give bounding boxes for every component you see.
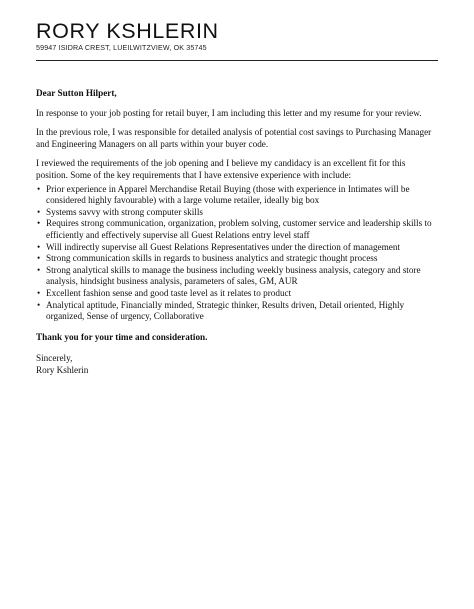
bullet-icon: • [37, 299, 41, 310]
list-item: • Prior experience in Apparel Merchandise Retail Buying (those with experience in Intimates will be considered highly favourable) with a large volume retailer, ideally big box [37, 183, 410, 206]
applicant-name: RORY KSHLERIN [36, 19, 219, 43]
list-item: • Strong analytical skills to manage the business including weekly business analysis, category and store analysis, hindsight business analysis, parameters of sales, GM, AUR [37, 264, 421, 287]
paragraph-requirements: I reviewed the requirements of the job opening and I believe my candidacy is an excellent fit for this position. Some of the key requirements that I have extensive experience with include: [36, 158, 406, 180]
bullet-icon: • [37, 218, 41, 229]
signoff: Sincerely, [36, 353, 73, 364]
list-item: • Excellent fashion sense and good taste level as it relates to product [37, 287, 292, 298]
list-item: • Systems savvy with strong computer skills [37, 206, 203, 217]
requirements-list [36, 184, 438, 323]
closing-line: Thank you for your time and consideration. [36, 331, 208, 342]
header-divider [36, 60, 438, 61]
list-item: • Strong communication skills in regards to business analytics and strategic thought process [37, 253, 378, 264]
salutation: Dear Sutton Hilpert, [36, 88, 117, 98]
bullet-icon: • [37, 206, 41, 217]
letter-body [36, 88, 438, 376]
list-item: • Requires strong communication, organization, problem solving, customer service and leadership skills to efficiently and effectively supervise all Guest Relations entry level staff [37, 218, 432, 240]
list-item: • Will indirectly supervise all Guest Relations Representatives under the direction of management [37, 241, 401, 252]
paragraph-intro: In response to your job posting for retail buyer, I am including this letter and my resume for your review. [36, 107, 422, 118]
bullet-icon: • [37, 253, 41, 264]
paragraph-previous-role: In the previous role, I was responsible for detailed analysis of potential cost savings to Purchasing Manager and Engineering Managers on all parts within your buyer code. [36, 127, 432, 149]
bullet-icon: • [37, 241, 41, 252]
applicant-address: 59947 ISIDRA CREST, LUEILWITZVIEW, OK 35745 [36, 44, 207, 52]
bullet-icon: • [37, 287, 41, 298]
signature-name: Rory Kshlerin [36, 364, 89, 375]
bullet-icon: • [37, 183, 41, 194]
list-item: • Analytical aptitude, Financially minded, Strategic thinker, Results driven, Detail oriented, Highly organized, Sense of urgency, Collaborative [37, 299, 405, 322]
bullet-icon: • [37, 264, 41, 275]
